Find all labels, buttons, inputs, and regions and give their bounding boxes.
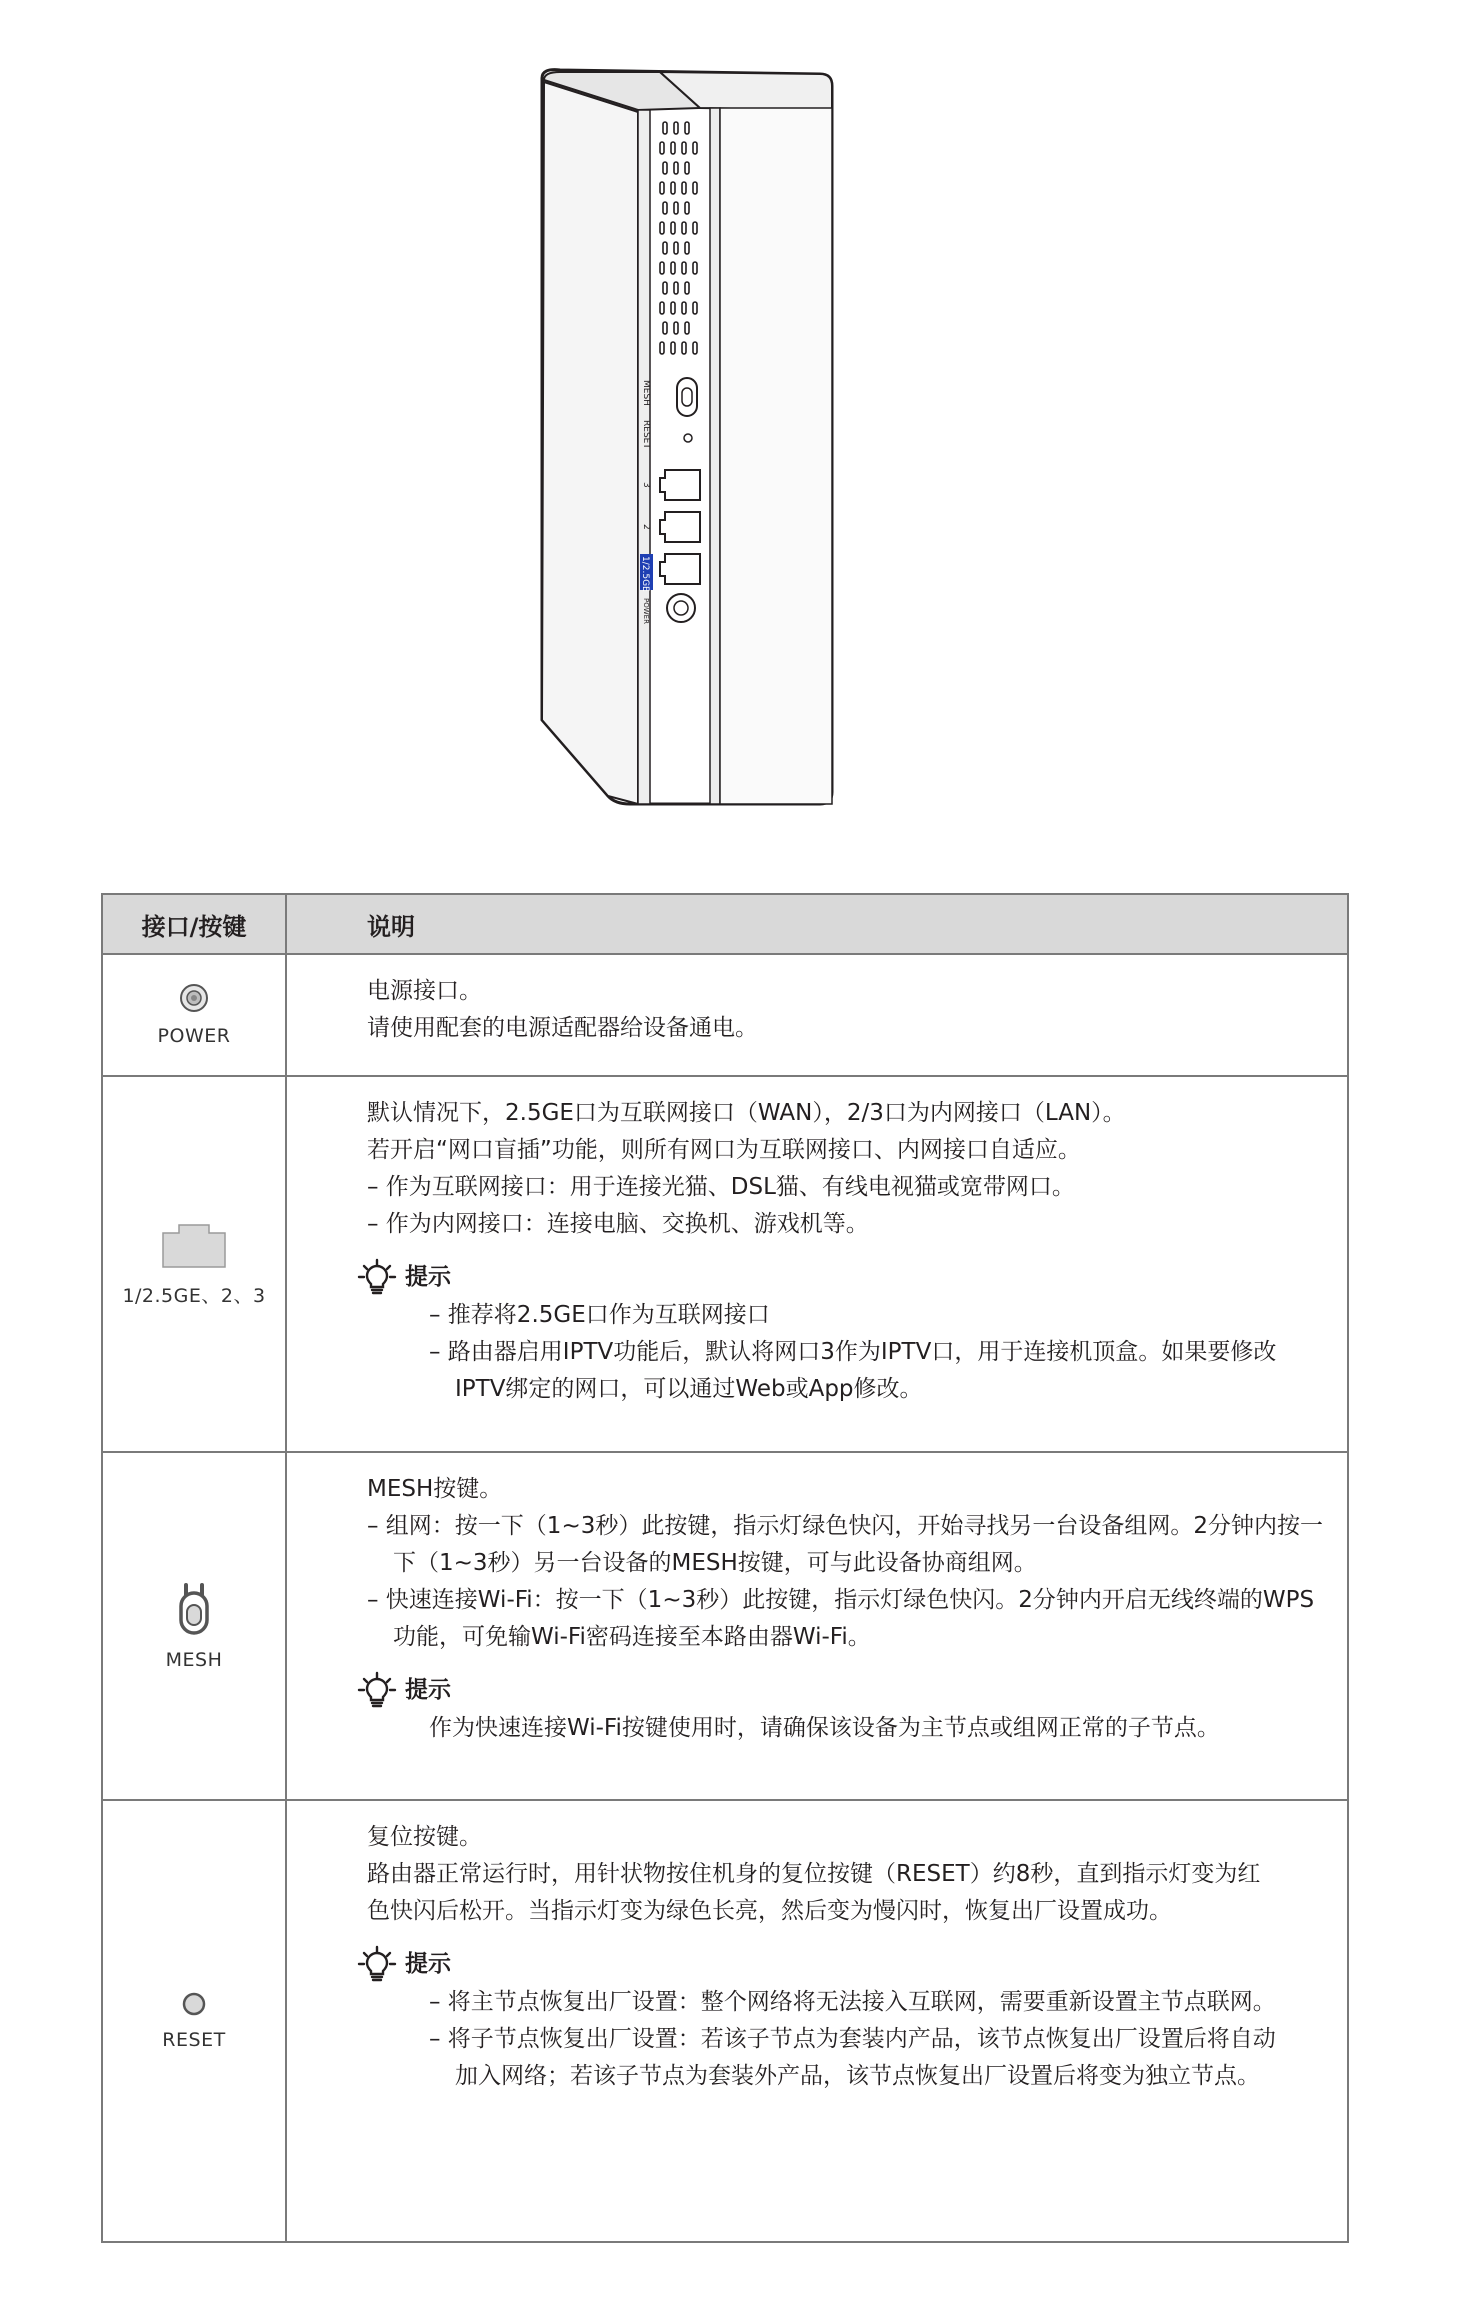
reset-button-icon <box>181 1991 207 2017</box>
header-port: 接口/按键 <box>102 894 286 954</box>
port-label: POWER <box>157 1025 231 1047</box>
desc-cell <box>286 1800 1348 2242</box>
port-cell <box>102 1076 286 1452</box>
port-cell <box>102 1452 286 1800</box>
tip-line: – 路由器启用IPTV功能后，默认将网口3作为IPTV口，用于连接机顶盒。如果要修改IPTV绑定的网口，可以通过Web或App修改。 <box>429 1339 1277 1402</box>
desc-cell <box>286 1452 1348 1800</box>
desc-line: 请使用配套的电源适配器给设备通电。 <box>367 1015 758 1041</box>
device-power-jack <box>667 594 695 622</box>
ports-table <box>101 893 1349 2243</box>
desc-cell <box>286 954 1348 1076</box>
port-label: MESH <box>165 1649 223 1671</box>
desc-line: – 组网：按一下（1~3秒）此按键，指示灯绿色快闪，开始寻找另一台设备组网。2分钟内按一下（1~3秒）另一台设备的MESH按键，可与此设备协商组网。 <box>367 1513 1323 1576</box>
port-cell <box>102 1800 286 2242</box>
device-mesh-button <box>677 378 697 416</box>
desc-line: – 作为互联网接口：用于连接光猫、DSL猫、有线电视猫或宽带网口。 <box>367 1174 1075 1200</box>
tip-title: 提示 <box>405 1950 451 1977</box>
tip-block <box>367 1670 1317 1747</box>
device-ethernet-ports <box>660 470 700 584</box>
port-label: 1/2.5GE、2、3 <box>122 1284 266 1307</box>
desc-line: 路由器正常运行时，用针状物按住机身的复位按键（RESET）约8秒，直到指示灯变为红色快闪后松开。当指示灯变为绿色长亮，然后变为慢闪时，恢复出厂设置成功。 <box>367 1861 1261 1924</box>
desc-line: 复位按键。 <box>367 1824 482 1850</box>
device-label-power: POWER <box>642 598 650 624</box>
desc-line: MESH按键。 <box>367 1476 503 1502</box>
tip-block <box>367 1944 1317 2095</box>
mesh-button-icon <box>177 1581 211 1637</box>
device-label-reset: RESET <box>641 420 651 449</box>
table-row <box>102 954 1348 1076</box>
desc-line: – 快速连接Wi-Fi：按一下（1~3秒）此按键，指示灯绿色快闪。2分钟内开启无线终端的WPS功能，可免输Wi-Fi密码连接至本路由器Wi-Fi。 <box>367 1587 1315 1650</box>
device-label-mesh: MESH <box>641 380 651 406</box>
device-label-2: 2 <box>641 524 651 530</box>
ethernet-port-icon <box>159 1221 229 1269</box>
desc-line: 默认情况下，2.5GE口为互联网接口（WAN），2/3口为内网接口（LAN）。 <box>367 1100 1126 1126</box>
tip-line: – 推荐将2.5GE口作为互联网接口 <box>429 1302 770 1328</box>
desc-line: 若开启“网口盲插”功能，则所有网口为互联网接口、内网接口自适应。 <box>367 1137 1081 1163</box>
lightbulb-icon <box>357 1258 397 1296</box>
tip-title: 提示 <box>405 1676 451 1703</box>
lightbulb-icon <box>357 1671 397 1709</box>
tip-line: – 将子节点恢复出厂设置：若该子节点为套装内产品，该节点恢复出厂设置后将自动加入网络；若该子节点为套装外产品，该节点恢复出厂设置后将变为独立节点。 <box>429 2026 1276 2089</box>
table-row <box>102 1076 1348 1452</box>
tip-block <box>367 1257 1317 1408</box>
tip-line: – 将主节点恢复出厂设置：整个网络将无法接入互联网，需要重新设置主节点联网。 <box>429 1989 1276 2015</box>
tip-title: 提示 <box>405 1263 451 1290</box>
device-label-3: 3 <box>641 482 651 488</box>
tip-line: 作为快速连接Wi-Fi按键使用时，请确保该设备为主节点或组网正常的子节点。 <box>429 1715 1220 1741</box>
table-row <box>102 1452 1348 1800</box>
header-desc: 说明 <box>286 894 1348 954</box>
power-port-icon <box>179 983 209 1013</box>
desc-cell <box>286 1076 1348 1452</box>
lightbulb-icon <box>357 1945 397 1983</box>
device-label-wan: 1/2.5GE <box>640 556 650 592</box>
desc-line: 电源接口。 <box>367 978 482 1004</box>
port-label: RESET <box>162 2029 226 2051</box>
desc-line: – 作为内网接口：连接电脑、交换机、游戏机等。 <box>367 1211 869 1237</box>
router-illustration <box>520 60 940 840</box>
table-header-row <box>102 894 1348 954</box>
port-cell <box>102 954 286 1076</box>
table-row <box>102 1800 1348 2242</box>
